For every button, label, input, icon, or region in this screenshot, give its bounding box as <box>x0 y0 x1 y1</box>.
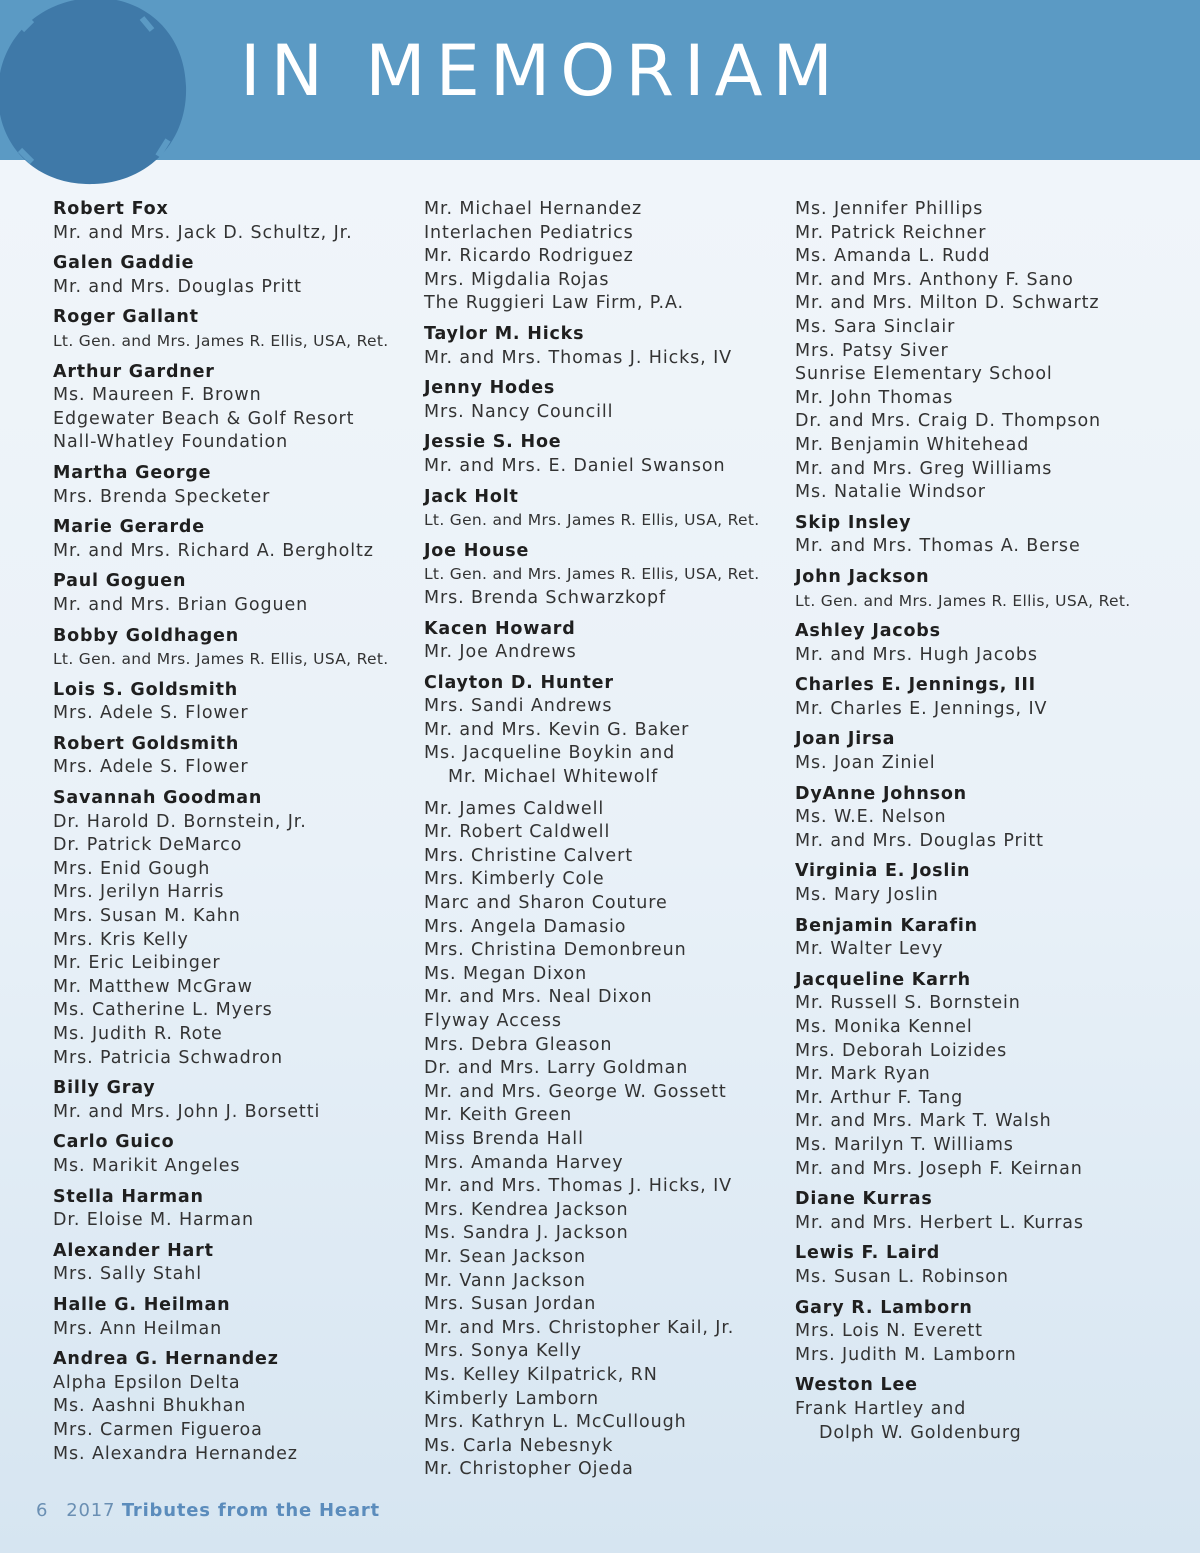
donor-name: Lt. Gen. and Mrs. James R. Ellis, USA, Ret. <box>424 511 760 530</box>
page-number: 6 <box>36 1500 49 1521</box>
donor-name: Mrs. Angela Damasio <box>424 916 627 937</box>
donor-name: Mr. and Mrs. John J. Borsetti <box>53 1101 321 1122</box>
donor-name: Dr. and Mrs. Larry Goldman <box>424 1058 689 1079</box>
tribute-group <box>795 1188 1175 1235</box>
donor-name: Ms. Judith R. Rote <box>53 1024 223 1044</box>
donor-name: Mrs. Judith M. Lamborn <box>795 1344 1017 1365</box>
honoree-name: Robert Goldsmith <box>53 733 240 754</box>
tribute-group <box>424 672 784 1482</box>
honoree-name: Andrea G. Hernandez <box>53 1349 279 1370</box>
tribute-group <box>424 377 784 424</box>
donor-name: Ms. Jennifer Phillips <box>795 199 984 219</box>
donor-name: Mr. Michael Whitewolf <box>448 767 659 788</box>
donor-name: Ms. Susan L. Robinson <box>795 1266 1009 1287</box>
honoree-name: Arthur Gardner <box>53 361 215 382</box>
donor-name: Mr. Benjamin Whitehead <box>795 434 1030 455</box>
honoree-name: Clayton D. Hunter <box>424 672 614 693</box>
donor-name: Mrs. Brenda Specketer <box>53 486 271 507</box>
donor-name: Alpha Epsilon Delta <box>53 1372 241 1393</box>
donor-name: Mr. and Mrs. Thomas A. Berse <box>795 536 1081 557</box>
donor-name: The Ruggieri Law Firm, P.A. <box>424 293 685 314</box>
donor-name: Ms. Maureen F. Brown <box>53 385 262 406</box>
donor-name: Mr. and Mrs. Brian Goguen <box>53 594 309 615</box>
honoree-name: Lewis F. Laird <box>795 1243 941 1264</box>
tribute-group <box>795 860 1175 907</box>
donor-name: Mr. and Mrs. George W. Gossett <box>424 1081 727 1102</box>
donor-name: Lt. Gen. and Mrs. James R. Ellis, USA, Ret. <box>795 591 1131 610</box>
donor-name: Ms. W.E. Nelson <box>795 807 947 828</box>
honoree-name: Ashley Jacobs <box>795 621 941 642</box>
donor-name: Ms. Monika Kennel <box>795 1017 973 1037</box>
honoree-name: DyAnne Johnson <box>795 783 967 804</box>
tribute-group <box>53 733 413 780</box>
honoree-name: Benjamin Karafin <box>795 915 978 936</box>
column-2 <box>424 198 784 1489</box>
donor-name: Mrs. Enid Gough <box>53 858 211 879</box>
donor-name: Dr. Harold D. Bornstein, Jr. <box>53 811 307 832</box>
donor-name: Dr. Eloise M. Harman <box>53 1210 254 1231</box>
donor-name: Mrs. Migdalia Rojas <box>424 269 610 290</box>
honoree-name: Charles E. Jennings, III <box>795 675 1036 696</box>
donor-name: Interlachen Pediatrics <box>424 222 634 243</box>
honoree-name: Robert Fox <box>53 199 169 219</box>
tribute-group <box>53 625 413 672</box>
donor-name: Mr. and Mrs. E. Daniel Swanson <box>424 455 726 476</box>
tribute-group <box>424 486 784 533</box>
donor-name: Mrs. Carmen Figueroa <box>53 1419 263 1440</box>
donor-name: Mr. Russell S. Bornstein <box>795 993 1021 1014</box>
donor-name: Mr. Arthur F. Tang <box>795 1087 964 1108</box>
publication-name: Tributes from the Heart <box>121 1500 380 1521</box>
donor-name: Mr. Charles E. Jennings, IV <box>795 698 1048 719</box>
honoree-name: Weston Lee <box>795 1375 918 1396</box>
donor-name: Mrs. Susan M. Kahn <box>53 906 241 927</box>
tribute-group <box>795 915 1175 962</box>
donor-name: Mrs. Adele S. Flower <box>53 703 249 724</box>
donor-name: Mrs. Brenda Schwarzkopf <box>424 587 667 608</box>
page-title: IN MEMORIAM <box>240 30 843 112</box>
honoree-name: Roger Gallant <box>53 307 199 328</box>
tribute-group <box>424 540 784 611</box>
tribute-group <box>53 1294 413 1341</box>
donor-name: Mrs. Patricia Schwadron <box>53 1047 283 1068</box>
donor-name: Mrs. Adele S. Flower <box>53 757 249 778</box>
donor-name: Mr. and Mrs. Anthony F. Sano <box>795 269 1074 290</box>
donor-name: Mr. and Mrs. Thomas J. Hicks, IV <box>424 347 733 368</box>
donor-name: Mr. and Mrs. Christopher Kail, Jr. <box>424 1317 735 1338</box>
honoree-name: John Jackson <box>795 566 930 587</box>
honoree-name: Jessie S. Hoe <box>424 432 562 453</box>
column-3 <box>795 198 1175 1452</box>
donor-name: Lt. Gen. and Mrs. James R. Ellis, USA, Ret. <box>424 565 760 584</box>
donor-name: Dolph W. Goldenburg <box>819 1422 1022 1443</box>
donor-name: Ms. Sandra J. Jackson <box>424 1223 629 1244</box>
donor-name: Frank Hartley and <box>795 1398 967 1419</box>
donor-name: Mr. and Mrs. Jack D. Schultz, Jr. <box>53 222 353 243</box>
tribute-group <box>53 1240 413 1287</box>
tribute-group <box>53 516 413 563</box>
tribute-group <box>795 674 1175 721</box>
tribute-group <box>795 783 1175 854</box>
tribute-group <box>795 566 1175 613</box>
tribute-group <box>795 1297 1175 1368</box>
honoree-name: Carlo Guico <box>53 1132 175 1153</box>
donor-name: Mrs. Sally Stahl <box>53 1264 203 1285</box>
donor-name: Mrs. Kimberly Cole <box>424 869 605 890</box>
tribute-group <box>53 361 413 455</box>
honoree-name: Paul Goguen <box>53 571 187 592</box>
donor-name: Mr. Eric Leibinger <box>53 953 221 974</box>
tribute-group <box>53 1186 413 1233</box>
donor-name: Mr. Sean Jackson <box>424 1246 587 1267</box>
honoree-name: Gary R. Lamborn <box>795 1297 973 1318</box>
donor-name: Mr. Matthew McGraw <box>53 976 253 997</box>
honoree-name: Marie Gerarde <box>53 517 205 538</box>
donor-name: Mr. and Mrs. Greg Williams <box>795 458 1053 479</box>
donor-name: Ms. Jacqueline Boykin and <box>424 743 676 764</box>
donor-name: Mr. James Caldwell <box>424 798 605 819</box>
honoree-name: Martha George <box>53 462 212 483</box>
donor-name: Ms. Carla Nebesnyk <box>424 1435 614 1456</box>
donor-name: Mr. and Mrs. Douglas Pritt <box>795 830 1044 851</box>
tribute-group <box>795 198 1175 505</box>
donor-name: Mrs. Susan Jordan <box>424 1294 597 1315</box>
footer-year: 2017 <box>66 1500 116 1521</box>
donor-name: Mr. and Mrs. Joseph F. Keirnan <box>795 1158 1083 1179</box>
donor-name: Flyway Access <box>424 1011 562 1031</box>
donor-name: Mr. and Mrs. Hugh Jacobs <box>795 644 1038 665</box>
tribute-group <box>424 323 784 370</box>
donor-name: Mr. Patrick Reichner <box>795 222 987 243</box>
donor-name: Sunrise Elementary School <box>795 364 1053 385</box>
donor-name: Mrs. Kris Kelly <box>53 929 189 950</box>
honoree-name: Diane Kurras <box>795 1189 933 1210</box>
header-banner <box>0 0 1200 160</box>
donor-name: Ms. Natalie Windsor <box>795 482 986 503</box>
donor-name: Ms. Marilyn T. Williams <box>795 1134 1014 1155</box>
donor-name: Mr. Walter Levy <box>795 939 944 960</box>
donor-name: Mrs. Patsy Siver <box>795 340 949 361</box>
honoree-name: Taylor M. Hicks <box>424 323 585 344</box>
honoree-name: Virginia E. Joslin <box>795 861 971 882</box>
honoree-name: Halle G. Heilman <box>53 1294 231 1315</box>
tribute-group <box>53 787 413 1070</box>
donor-name: Mr. and Mrs. Herbert L. Kurras <box>795 1212 1084 1233</box>
honoree-name: Joan Jirsa <box>795 729 896 750</box>
page-footer <box>36 1500 380 1521</box>
donor-name: Mrs. Jerilyn Harris <box>53 882 225 903</box>
donor-name: Mr. and Mrs. Neal Dixon <box>424 987 653 1008</box>
tribute-group <box>53 252 413 299</box>
tribute-group <box>424 431 784 478</box>
donor-name: Ms. Amanda L. Rudd <box>795 246 991 267</box>
honoree-name: Bobby Goldhagen <box>53 625 239 646</box>
donor-name: Ms. Aashni Bhukhan <box>53 1396 247 1417</box>
donor-name: Mrs. Sonya Kelly <box>424 1341 582 1362</box>
donor-name: Mrs. Nancy Councill <box>424 401 614 422</box>
honoree-name: Jacqueline Karrh <box>795 969 971 990</box>
tribute-group <box>53 462 413 509</box>
donor-name: Ms. Megan Dixon <box>424 963 588 984</box>
honoree-name: Jack Holt <box>424 486 519 507</box>
donor-name: Mr. Michael Hernandez <box>424 199 643 219</box>
donor-name: Mr. Mark Ryan <box>795 1064 931 1085</box>
donor-name: Mrs. Amanda Harvey <box>424 1152 624 1173</box>
donor-name: Dr. Patrick DeMarco <box>53 835 243 856</box>
donor-name: Mr. and Mrs. Thomas J. Hicks, IV <box>424 1176 733 1197</box>
honoree-name: Lois S. Goldsmith <box>53 679 239 700</box>
donor-name: Lt. Gen. and Mrs. James R. Ellis, USA, Ret. <box>53 650 389 669</box>
donor-name: Mrs. Sandi Andrews <box>424 696 613 717</box>
donor-name: Mr. Christopher Ojeda <box>424 1459 634 1480</box>
donor-name: Kimberly Lamborn <box>424 1388 599 1409</box>
honoree-name: Galen Gaddie <box>53 253 195 274</box>
honoree-name: Alexander Hart <box>53 1240 214 1261</box>
donor-name: Mr. Robert Caldwell <box>424 822 611 843</box>
tribute-group <box>795 1374 1175 1445</box>
donor-name: Mr. and Mrs. Mark T. Walsh <box>795 1111 1052 1132</box>
donor-name: Mr. John Thomas <box>795 387 954 408</box>
donor-name: Mrs. Kathryn L. McCullough <box>424 1412 687 1433</box>
donor-name: Mrs. Christine Calvert <box>424 845 633 866</box>
donor-name: Nall-Whatley Foundation <box>53 432 289 453</box>
donor-name: Ms. Marikit Angeles <box>53 1155 241 1176</box>
donor-name: Edgewater Beach & Golf Resort <box>53 408 355 429</box>
tribute-group <box>53 679 413 726</box>
tribute-group <box>795 1242 1175 1289</box>
honoree-name: Billy Gray <box>53 1078 156 1099</box>
tribute-group <box>795 728 1175 775</box>
tribute-group <box>53 1348 413 1466</box>
tribute-group <box>795 969 1175 1181</box>
tribute-group <box>795 512 1175 559</box>
donor-name: Mrs. Ann Heilman <box>53 1318 223 1339</box>
donor-name: Miss Brenda Hall <box>424 1128 584 1149</box>
donor-name: Marc and Sharon Couture <box>424 893 668 914</box>
donor-name: Mr. Keith Green <box>424 1105 573 1126</box>
camp-boggy-creek-logo <box>0 0 192 190</box>
honoree-name: Joe House <box>424 540 530 561</box>
donor-name: Ms. Catherine L. Myers <box>53 1000 273 1021</box>
donor-name: Ms. Kelley Kilpatrick, RN <box>424 1364 658 1385</box>
tribute-group <box>424 198 784 316</box>
donor-name: Ms. Sara Sinclair <box>795 316 956 337</box>
tribute-group <box>53 198 413 245</box>
honoree-name: Savannah Goodman <box>53 788 263 809</box>
donor-name: Mrs. Deborah Loizides <box>795 1040 1008 1061</box>
donor-name: Lt. Gen. and Mrs. James R. Ellis, USA, Ret. <box>53 331 389 350</box>
donor-name: Mr. Joe Andrews <box>424 642 577 663</box>
donor-name: Ms. Joan Ziniel <box>795 753 936 774</box>
donor-name: Mr. and Mrs. Milton D. Schwartz <box>795 293 1100 314</box>
tribute-group <box>424 618 784 665</box>
donor-name: Mr. and Mrs. Richard A. Bergholtz <box>53 540 374 561</box>
tribute-group <box>53 1131 413 1178</box>
column-1 <box>53 198 413 1473</box>
honoree-name: Skip Insley <box>795 512 912 533</box>
tribute-group <box>53 570 413 617</box>
donor-name: Mr. Vann Jackson <box>424 1270 586 1291</box>
honoree-name: Kacen Howard <box>424 618 576 639</box>
donor-name: Mrs. Debra Gleason <box>424 1034 613 1055</box>
donor-name: Mr. Ricardo Rodriguez <box>424 246 634 267</box>
donor-name: Mr. and Mrs. Douglas Pritt <box>53 276 302 297</box>
donor-name: Mrs. Lois N. Everett <box>795 1321 983 1342</box>
honoree-name: Stella Harman <box>53 1186 204 1207</box>
donor-name: Mr. and Mrs. Kevin G. Baker <box>424 719 690 740</box>
tribute-group <box>53 1077 413 1124</box>
donor-name: Mrs. Christina Demonbreun <box>424 940 687 961</box>
donor-name: Ms. Mary Joslin <box>795 885 939 906</box>
honoree-name: Jenny Hodes <box>424 378 556 399</box>
donor-name: Dr. and Mrs. Craig D. Thompson <box>795 411 1102 432</box>
tribute-group <box>53 306 413 353</box>
donor-name: Ms. Alexandra Hernandez <box>53 1443 298 1464</box>
tribute-group <box>795 620 1175 667</box>
donor-name: Mrs. Kendrea Jackson <box>424 1199 629 1220</box>
